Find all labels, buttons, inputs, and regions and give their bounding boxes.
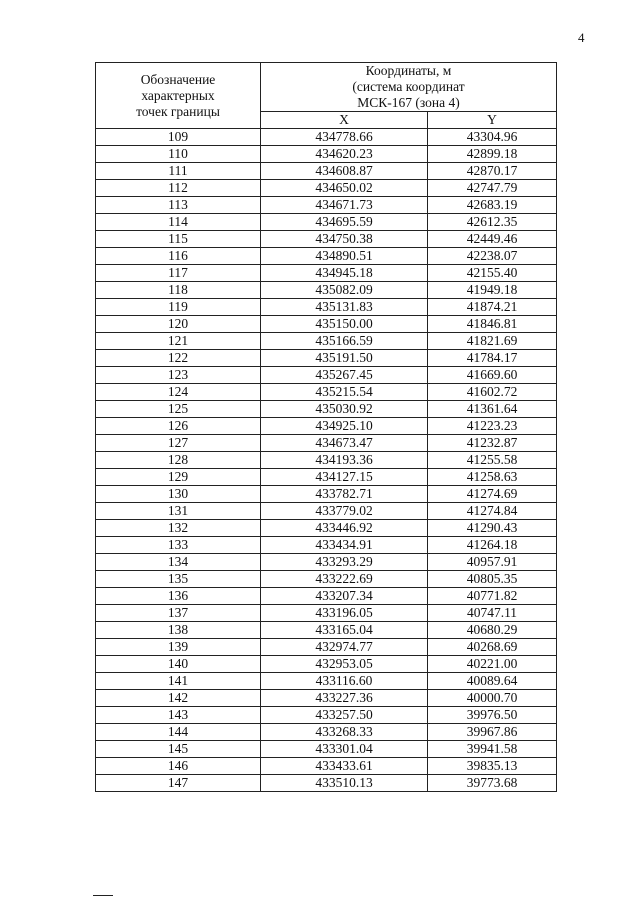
- x-coordinate-cell: 432953.05: [261, 656, 428, 673]
- table-row: [96, 418, 557, 435]
- y-coordinate-cell: 40221.00: [428, 656, 557, 673]
- x-coordinate-cell: 434620.23: [261, 146, 428, 163]
- y-coordinate-cell: 42155.40: [428, 265, 557, 282]
- table-row: [96, 231, 557, 248]
- x-coordinate-cell: 435166.59: [261, 333, 428, 350]
- point-number-cell: 135: [96, 571, 261, 588]
- table-row: [96, 639, 557, 656]
- point-header-line: Обозначение: [140, 71, 216, 87]
- table-row: [96, 214, 557, 231]
- point-number-cell: 128: [96, 452, 261, 469]
- page-number: 4: [578, 30, 585, 45]
- table-row: [96, 282, 557, 299]
- point-designation-header: [96, 63, 261, 129]
- y-coordinate-cell: 40771.82: [428, 588, 557, 605]
- table-row: [96, 486, 557, 503]
- x-coordinate-cell: 435267.45: [261, 367, 428, 384]
- x-coordinate-cell: 433293.29: [261, 554, 428, 571]
- table-row: [96, 452, 557, 469]
- y-coordinate-cell: 39835.13: [428, 758, 557, 775]
- table-row: [96, 690, 557, 707]
- y-coordinate-cell: 40268.69: [428, 639, 557, 656]
- point-number-cell: 109: [96, 129, 261, 146]
- x-coordinate-cell: 433207.34: [261, 588, 428, 605]
- point-number-cell: 131: [96, 503, 261, 520]
- coord-header-line: МСК-167 (зона 4): [357, 95, 460, 110]
- y-coordinate-cell: 41274.69: [428, 486, 557, 503]
- y-coordinate-cell: 41784.17: [428, 350, 557, 367]
- point-number-cell: 133: [96, 537, 261, 554]
- x-coordinate-cell: 433301.04: [261, 741, 428, 758]
- coord-header-line: Координаты, м: [365, 63, 452, 78]
- x-coordinate-cell: 434778.66: [261, 129, 428, 146]
- y-coordinate-cell: 42747.79: [428, 180, 557, 197]
- y-coordinate-cell: 39967.86: [428, 724, 557, 741]
- table-row: [96, 656, 557, 673]
- x-coordinate-cell: 434608.87: [261, 163, 428, 180]
- table-row: [96, 367, 557, 384]
- table-row: [96, 163, 557, 180]
- x-coordinate-cell: 434671.73: [261, 197, 428, 214]
- x-coordinate-cell: 434925.10: [261, 418, 428, 435]
- y-coordinate-cell: 42238.07: [428, 248, 557, 265]
- x-coordinate-cell: 434193.36: [261, 452, 428, 469]
- x-coordinate-cell: 434750.38: [261, 231, 428, 248]
- x-coordinate-cell: 435082.09: [261, 282, 428, 299]
- y-coordinate-cell: 42899.18: [428, 146, 557, 163]
- y-coordinate-cell: 41602.72: [428, 384, 557, 401]
- x-coordinate-cell: 433433.61: [261, 758, 428, 775]
- y-coordinate-cell: 41874.21: [428, 299, 557, 316]
- table-row: [96, 554, 557, 571]
- table-row: [96, 588, 557, 605]
- y-coordinate-cell: 40805.35: [428, 571, 557, 588]
- x-coordinate-cell: 433510.13: [261, 775, 428, 792]
- point-number-cell: 125: [96, 401, 261, 418]
- point-number-cell: 112: [96, 180, 261, 197]
- y-coordinate-cell: 42612.35: [428, 214, 557, 231]
- y-coordinate-cell: 41223.23: [428, 418, 557, 435]
- point-number-cell: 145: [96, 741, 261, 758]
- y-coordinate-cell: 41255.58: [428, 452, 557, 469]
- table-row: [96, 537, 557, 554]
- table-row: [96, 724, 557, 741]
- point-number-cell: 123: [96, 367, 261, 384]
- table-row: [96, 384, 557, 401]
- table-row: [96, 333, 557, 350]
- point-number-cell: 116: [96, 248, 261, 265]
- point-number-cell: 146: [96, 758, 261, 775]
- x-coordinate-cell: 435131.83: [261, 299, 428, 316]
- y-coordinate-cell: 42449.46: [428, 231, 557, 248]
- point-number-cell: 113: [96, 197, 261, 214]
- y-coordinate-cell: 41290.43: [428, 520, 557, 537]
- y-coordinate-cell: 41846.81: [428, 316, 557, 333]
- table-row: [96, 503, 557, 520]
- point-number-cell: 110: [96, 146, 261, 163]
- y-coordinate-cell: 40089.64: [428, 673, 557, 690]
- x-coordinate-cell: 435030.92: [261, 401, 428, 418]
- y-coordinate-cell: 41821.69: [428, 333, 557, 350]
- table-header-row: [96, 63, 557, 112]
- coord-header-line: (система координат: [352, 79, 465, 94]
- point-number-cell: 132: [96, 520, 261, 537]
- x-coordinate-cell: 433782.71: [261, 486, 428, 503]
- table-row: [96, 316, 557, 333]
- y-coordinate-cell: 40680.29: [428, 622, 557, 639]
- table-row: [96, 707, 557, 724]
- coordinates-header: [261, 63, 557, 112]
- coordinates-table: [95, 62, 557, 792]
- point-number-cell: 118: [96, 282, 261, 299]
- point-number-cell: 117: [96, 265, 261, 282]
- x-coordinate-cell: 433196.05: [261, 605, 428, 622]
- x-coordinate-cell: 433779.02: [261, 503, 428, 520]
- footer-mark: [93, 895, 113, 896]
- point-number-cell: 147: [96, 775, 261, 792]
- y-coordinate-cell: 41669.60: [428, 367, 557, 384]
- x-coordinate-cell: 433222.69: [261, 571, 428, 588]
- x-coordinate-cell: 434890.51: [261, 248, 428, 265]
- point-number-cell: 134: [96, 554, 261, 571]
- x-coordinate-cell: 433446.92: [261, 520, 428, 537]
- table-row: [96, 146, 557, 163]
- point-number-cell: 129: [96, 469, 261, 486]
- x-column-header: X: [261, 112, 428, 129]
- y-coordinate-cell: 41274.84: [428, 503, 557, 520]
- x-coordinate-cell: 432974.77: [261, 639, 428, 656]
- point-number-cell: 124: [96, 384, 261, 401]
- x-coordinate-cell: 433268.33: [261, 724, 428, 741]
- y-coordinate-cell: 40747.11: [428, 605, 557, 622]
- x-coordinate-cell: 433257.50: [261, 707, 428, 724]
- x-coordinate-cell: 435215.54: [261, 384, 428, 401]
- y-coordinate-cell: 42683.19: [428, 197, 557, 214]
- x-coordinate-cell: 433165.04: [261, 622, 428, 639]
- y-coordinate-cell: 41258.63: [428, 469, 557, 486]
- point-number-cell: 139: [96, 639, 261, 656]
- table-row: [96, 401, 557, 418]
- table-row: [96, 435, 557, 452]
- point-number-cell: 143: [96, 707, 261, 724]
- point-number-cell: 138: [96, 622, 261, 639]
- point-number-cell: 115: [96, 231, 261, 248]
- table-row: [96, 520, 557, 537]
- table-row: [96, 571, 557, 588]
- x-coordinate-cell: 434127.15: [261, 469, 428, 486]
- point-header-line: характерных: [141, 87, 215, 103]
- y-coordinate-cell: 43304.96: [428, 129, 557, 146]
- table-row: [96, 265, 557, 282]
- y-coordinate-cell: 42870.17: [428, 163, 557, 180]
- table-row: [96, 741, 557, 758]
- table-row: [96, 180, 557, 197]
- table-row: [96, 129, 557, 146]
- point-number-cell: 142: [96, 690, 261, 707]
- point-number-cell: 120: [96, 316, 261, 333]
- point-number-cell: 121: [96, 333, 261, 350]
- point-header-line: точек границы: [136, 103, 220, 119]
- table-row: [96, 622, 557, 639]
- table-row: [96, 248, 557, 265]
- table-body: [96, 129, 557, 792]
- x-coordinate-cell: 434650.02: [261, 180, 428, 197]
- y-coordinate-cell: 39976.50: [428, 707, 557, 724]
- y-coordinate-cell: 39773.68: [428, 775, 557, 792]
- table-row: [96, 775, 557, 792]
- table-row: [96, 758, 557, 775]
- x-coordinate-cell: 433116.60: [261, 673, 428, 690]
- point-number-cell: 114: [96, 214, 261, 231]
- x-coordinate-cell: 434945.18: [261, 265, 428, 282]
- y-coordinate-cell: 41232.87: [428, 435, 557, 452]
- y-column-header: Y: [428, 112, 557, 129]
- table-row: [96, 673, 557, 690]
- point-number-cell: 111: [96, 163, 261, 180]
- table-row: [96, 350, 557, 367]
- x-coordinate-cell: 434695.59: [261, 214, 428, 231]
- point-number-cell: 119: [96, 299, 261, 316]
- point-number-cell: 137: [96, 605, 261, 622]
- point-number-cell: 130: [96, 486, 261, 503]
- table-row: [96, 469, 557, 486]
- point-number-cell: 136: [96, 588, 261, 605]
- y-coordinate-cell: 41264.18: [428, 537, 557, 554]
- y-coordinate-cell: 40000.70: [428, 690, 557, 707]
- y-coordinate-cell: 41949.18: [428, 282, 557, 299]
- point-number-cell: 140: [96, 656, 261, 673]
- y-coordinate-cell: 41361.64: [428, 401, 557, 418]
- x-coordinate-cell: 433434.91: [261, 537, 428, 554]
- y-coordinate-cell: 40957.91: [428, 554, 557, 571]
- point-number-cell: 126: [96, 418, 261, 435]
- table-row: [96, 605, 557, 622]
- x-coordinate-cell: 434673.47: [261, 435, 428, 452]
- x-coordinate-cell: 435191.50: [261, 350, 428, 367]
- point-number-cell: 122: [96, 350, 261, 367]
- x-coordinate-cell: 435150.00: [261, 316, 428, 333]
- x-coordinate-cell: 433227.36: [261, 690, 428, 707]
- table-row: [96, 299, 557, 316]
- point-number-cell: 127: [96, 435, 261, 452]
- table-row: [96, 197, 557, 214]
- point-number-cell: 144: [96, 724, 261, 741]
- point-number-cell: 141: [96, 673, 261, 690]
- y-coordinate-cell: 39941.58: [428, 741, 557, 758]
